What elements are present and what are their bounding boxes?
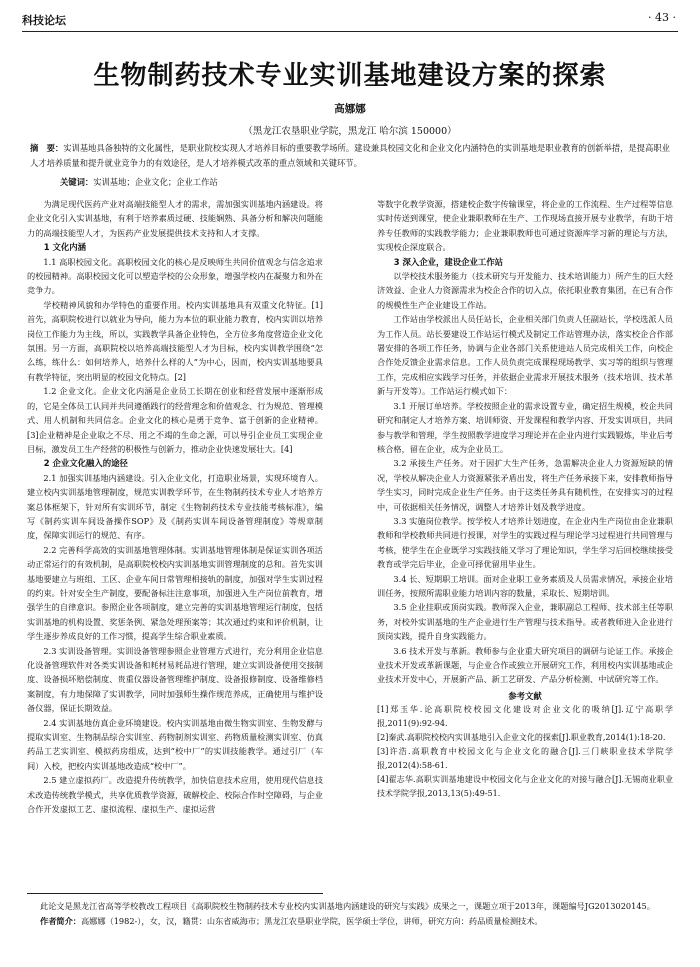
paragraph: 2.5 建立虚拟药厂。改造提升传统教学，加快信息技术应用，使用现代信息技术改造传统教学模式，共享优质教学资源，破解校企、校际合作时空障碍，与企业合作开发虚拟工艺、虚拟流程、虚拟生产、虚拟运营 [27,775,323,815]
paragraph: 工作站由学校派出人员任站长，企业相关部门负责人任副站长，学校选派人员为工作人员。站长要建设工作站运行模式及制定工作站管理办法，落实校企合作部署安排的各项工作任务，协调与企业各部门关系使进站人员完成相关工作，向校企合作处反馈企业需求信息。工作人员负责完成课程现场教学、实习等的组织与管理工作，完成相应实践学习任务，并依据企业需求开展技术服务（技术培训、技术革新与开发等）。工作站运行模式如下： [377,314,673,397]
footnote-author-label: 作者简介： [40,916,81,926]
footnote [40,899,670,929]
paragraph: 3.5 企业挂职或顶岗实践。教师深入企业，兼职副总工程师、技术部主任等职务，对校外实训基地的生产企业进行生产管理与技术指导。或者教师进入企业进行顶岗实践，提升自身实践能力。 [377,602,673,642]
footnote-divider [27,893,323,894]
keywords-text: 实训基地；企业文化；企业工作站 [93,177,218,187]
paragraph: 为满足现代医药产业对高端技能型人才的需求，需加强实训基地内涵建设。将企业文化引入实训基地，有利于培养素质过硬、技能娴熟、具备分析和解决问题能力的高端技能型人才，为医药产业发展提供技术支持和人才支撑。 [27,199,323,238]
section-heading: 3 深入企业，建设企业工作站 [393,256,504,267]
paragraph: 3.6 技术开发与革新。教师参与企业重大研究项目的调研与论证工作。承接企业技术开发或革新课题，与企业合作或独立开展研究工作，利用校内实训基地或企业技术开发中心，开展新产品、新工艺研发、产品分析检测、中试研究等工作。 [377,645,673,685]
right-column [377,197,673,867]
paragraph: 2.3 实训设备管理。实训设备管理参照企业管理方式进行，充分利用企业信息化设备管理软件对各类实训设备和耗材易耗品进行管理，建立实训设备使用交接制度、设备损坏赔偿制度、贵重仪器设备管理维护制度、设备报修制度、设备维修档案制度，有力地保障了实训教学，同时加强师生操作规范养成，正确使用与维护设备仪器，保证长期效益。 [27,645,323,714]
abstract [30,141,670,171]
reference-item: [1]郑玉华.论高职院校校园文化建设对企业文化的吸纳[J].辽宁高职学报,2011(9):92-94. [377,705,673,729]
paragraph: 1.1 高职校园文化。高职校园文化的核心是反映师生共同价值观念与信念追求的校园精神。高职校园文化可以塑造学校的公众形象，增强学校内在凝聚力和外在竞争力。 [27,256,323,296]
left-column [27,197,323,867]
reference-item: [3]许浩.高职教育中校园文化与企业文化的融合[J].三门峡职业技术学院学报,2012(4):58-61. [377,747,673,771]
section-heading: 2 企业文化融入的途径 [43,458,128,469]
paragraph: 3.2 承接生产任务。对于因扩大生产任务，急需解决企业人力资源短缺的情况，学校从解决企业人力资源紧张矛盾出发，将生产任务承接下来，安排教师指导学生实习，同时完成企业生产任务。由于这类任务具有随机性，在安排实习的过程中，可依据相关任务情况，调整人才培养计划及教学进度。 [377,458,673,512]
paragraph: 3.1 开展订单培养。学校按照企业的需求设置专业，确定招生规模，校企共同研究和制定人才培养方案、培训师资、开发课程和教学内容、开发实训项目，共同参与教学和管理，学生按照教学进度学习理论并在企业内进行实践锻炼，毕业后考核合格，留在企业，成为企业员工。 [377,400,673,454]
paragraph: 等数字化教学资源，搭建校企数字传输课堂，将企业的工作流程、生产过程等信息实时传送到课堂，使企业兼职教师在生产、工作现场直接开展专业教学，有助于培养专任教师的实践教学能力；企业兼职教师也可通过资源库学习新的理论与方法，实现校企深度联合。 [377,199,673,253]
journal-section-header: 科技论坛 [22,14,66,27]
paragraph: 1.2 企业文化。企业文化内涵是企业员工长期在创业和经营发展中逐渐形成的，它是全体员工认同并共同遵循践行的经营理念和价值观念、行为规范、管理模式、用人机制和共同信念。企业文化的核心是勇于竞争、富于创新的企业精神。[3]企业精神是企业取之不尽、用之不竭的生命之源，可以导引企业员工实现企业目标，激发员工生产经营的积极性与创新力，推动企业快速发展壮大。[4] [27,386,323,454]
paragraph: 3.4 长、短期职工培训。面对企业职工业务素质及人员需求情况，承接企业培训任务，按照所需职业能力培训内容的数量，采取长、短期培训。 [377,573,673,598]
header-divider [22,31,678,32]
abstract-text: 实训基地具备独特的文化属性，是职业院校实现人才培养目标的重要教学场所。建设兼具校园文化和企业文化内涵特色的实训基地是职业教育的创新举措，是提高职业人才培养质量和提升就业竞争力的有效途径，是人才培养模式改革的重点领域和关键环节。 [30,143,670,168]
author-affiliation: （黑龙江农垦职业学院，黑龙江 哈尔滨 150000） [243,126,457,137]
keywords [60,176,218,188]
footnote-author-info: 高娜娜（1982-），女，汉，籍贯：山东省威海市；黑龙江农垦职业学院，医学硕士学位，讲师，研究方向：药品质量检测技术。 [80,916,543,926]
paragraph: 2.4 实训基地仿真企业环境建设。校内实训基地由微生物实训室、生物发酵与提取实训室、生物制品综合实训室、药物制剂实训室、药物质量检测实训室、仿真药品工艺实训室、模拟药房组成，达到“校中厂”的实训技能教学。通过引厂（车间）入校，把校内实训基地改造成“校中厂”。 [27,717,323,771]
paragraph: 2.1 加强实训基地内涵建设。引入企业文化，打造职业场景，实现环境育人。建立校内实训基地管理制度，规范实训教学环节，在生物制药技术专业人才培养方案总体框架下，针对所有实训环节，制定《生物制药技术专业技能考核标准》，编写《制药实训车间设备操作SOP》及《制药实训车间设备管理制度》等规章制度，保障实训运行的规范、有序。 [27,472,323,541]
paragraph: 学校精神风貌和办学特色的重要作用。校内实训基地具有双重文化特征。[1]首先，高职院校进行以就业为导向，能力为本位的职业能力教育，校内实训以培养岗位工作能力为主线，所以，实践教学具备企业特色，全方位多角度营造企业文化氛围。另一方面，高职院校以培养高端技能型人才为目标，校内实训教学围绕“怎么练，练什么：如何培养人，培养什么样的人”为中心，因而，校内实训基地要具有教学特征，突出明显的校园文化特点。[2] [27,299,323,382]
reference-item: [2]秦武.高职院校校内实训基地引入企业文化的探索[J].职业教育,2014(1):18-20. [377,733,666,743]
paragraph: 3.3 实施岗位教学。按学校人才培养计划进度，在企业内生产岗位由企业兼职教师和学校教师共同进行授课，对学生的实践过程与理论学习过程进行共同管理与考核，使学生在企业既学习实践技能又学习了理论知识，学生学习后回校继续接受教育或学完后毕业，企业可择优留用毕业生。 [377,515,673,570]
keywords-label: 关键词： [60,177,94,187]
abstract-label: 摘 要： [30,143,64,153]
section-heading: 1 文化内涵 [43,242,87,253]
references-heading: 参考文献 [508,690,542,701]
reference-item: [4]翟志华.高职实训基地建设中校园文化与企业文化的对接与融合[J].无锡商业职业技术学院学报,2013,13(5):49-51. [377,775,673,799]
article-title: 生物制药技术专业实训基地建设方案的探索 [93,61,607,91]
paragraph: 以学校技术服务能力（技术研究与开发能力、技术培训能力）所产生的巨大经济效益、企业人力资源需求为校企合作的切入点，依托职业教育集团，在已有合作的规模性生产企业建设工作站。 [377,271,673,310]
footnote-author [40,914,670,929]
page-number: · 43 · [648,11,676,24]
paragraph: 2.2 完善科学高效的实训基地管理体制。实训基地管理体制是保证实训各项活动正常运行的有效机制，是高职院校校内实训基地实训管理制度的总和。首先实训基地要建立与班组、工区、企业车间日常管理相接轨的制度，加强对学生实训过程的约束。针对安全生产制度，要配备标注注意事项，加强进入生产岗位前教育，增强学生的自律意识。参照企业各项制度，建立完善的实训基地管理运行制度，包括实训基地的机构设置、奖惩条例、紧急处理预案等；其次通过约束和评价机制，让学生逐步养成良好的工作习惯，提高学生综合职业素质。 [27,544,323,642]
author-name: 高娜娜 [334,103,366,115]
footnote-project: 此论文是黑龙江省高等学校教改工程项目《高职院校生物制药技术专业校内实训基地内涵建设的研究与实践》成果之一，课题立项于2013年，课题编号JG2013020145。 [40,901,655,911]
